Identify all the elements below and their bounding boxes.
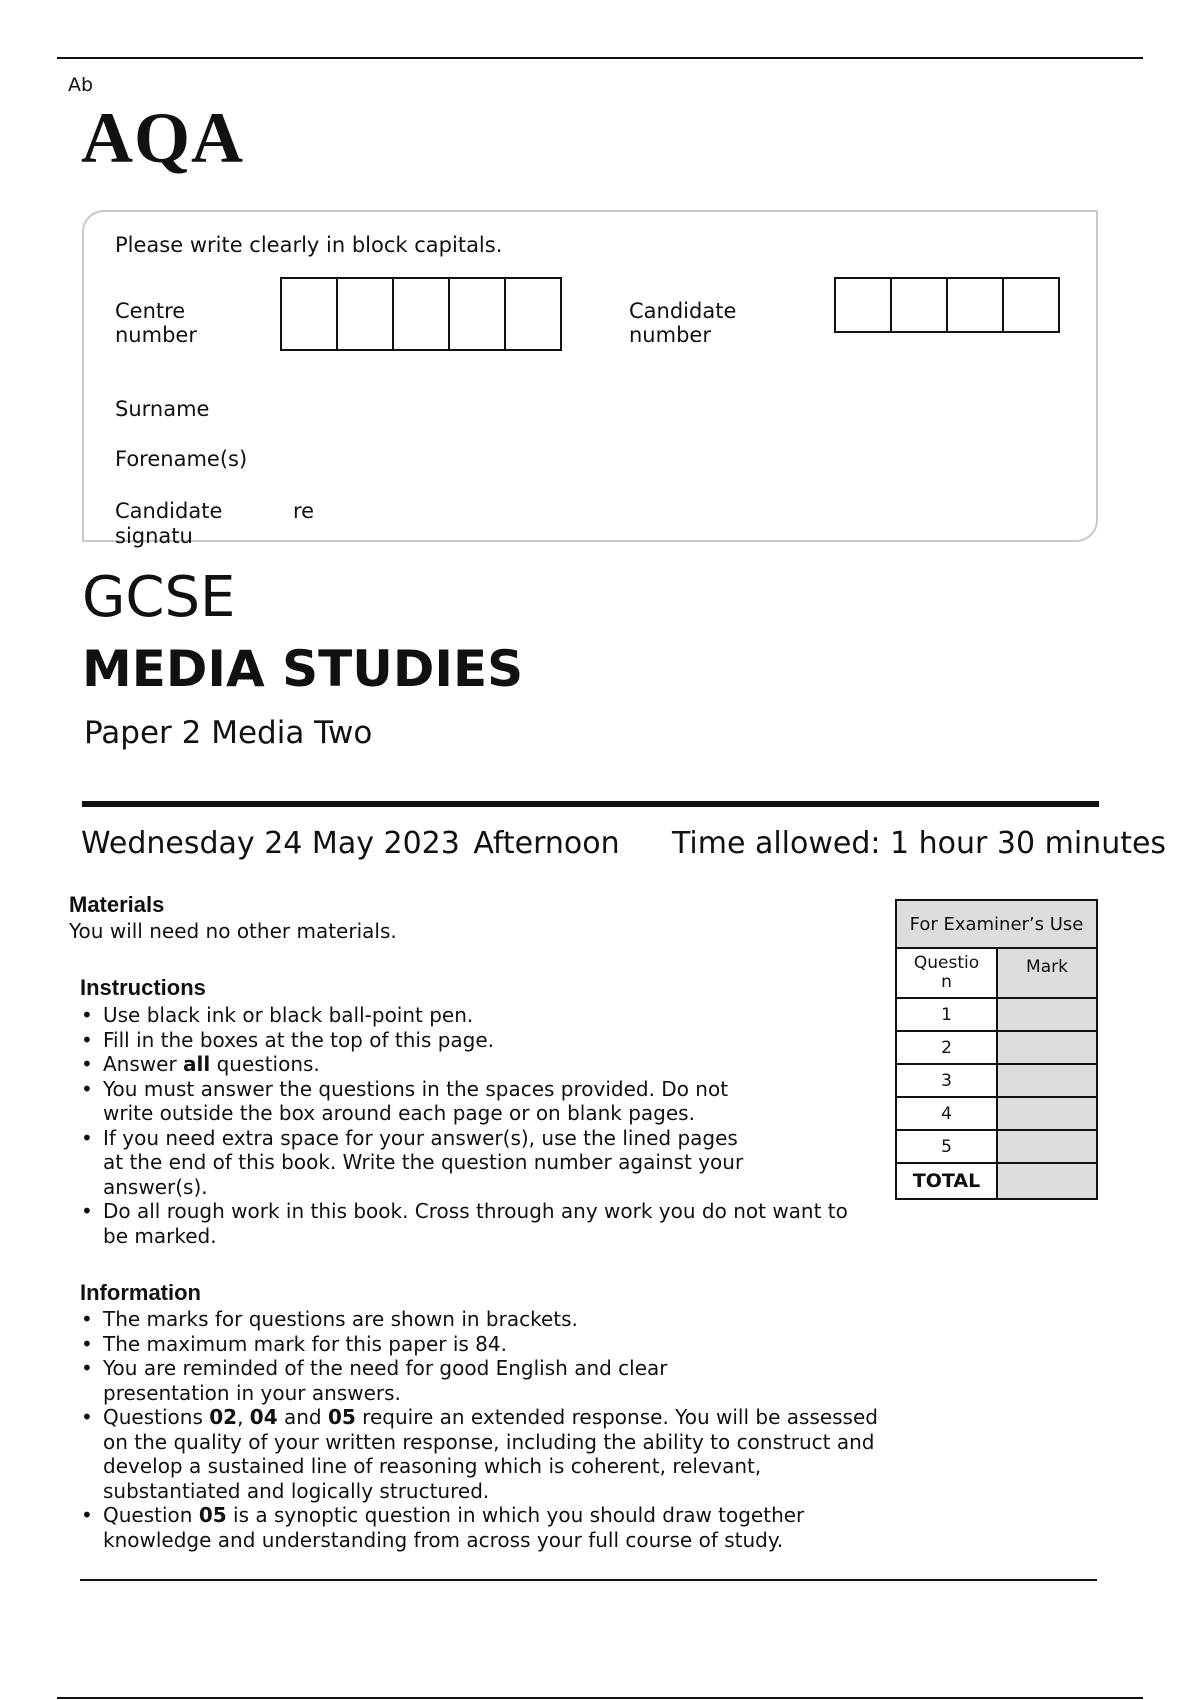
list-item: • Question 05 is a synoptic question in which you should draw together knowledge and understanding from across your full course of study.	[80, 1503, 873, 1552]
candidate-number-digit-box[interactable]	[834, 277, 892, 333]
forenames-label: Forename(s)	[115, 447, 248, 471]
instructions-heading: Instructions	[80, 975, 206, 1000]
information-heading: Information	[80, 1280, 201, 1305]
question-number-cell: 4	[896, 1097, 997, 1130]
centre-number-digit-box[interactable]	[280, 277, 338, 351]
information-list	[80, 1307, 880, 1552]
paper-title: Paper 2 Media Two	[84, 715, 373, 751]
examiners-use-table	[895, 899, 1098, 1200]
mark-cell[interactable]	[997, 1031, 1097, 1064]
centre-number-label-line1: Centre	[115, 299, 186, 323]
candidate-details-box	[82, 210, 1098, 542]
qualification-title: GCSE	[82, 565, 236, 630]
list-item: • Fill in the boxes at the top of this page.	[80, 1028, 870, 1053]
list-item: • You must answer the questions in the spaces provided. Do not write outside the box around each page or on blank pages.	[80, 1077, 743, 1126]
mark-cell[interactable]	[997, 1064, 1097, 1097]
candidate-number-label-line1: Candidate	[629, 299, 737, 323]
candidate-number-label-line2: number	[629, 323, 711, 347]
corner-code: Ab	[68, 74, 94, 96]
list-item: • Answer all questions.	[80, 1052, 870, 1077]
list-item: • The maximum mark for this paper is 84.	[80, 1332, 880, 1357]
centre-number-boxes	[280, 277, 562, 351]
centre-number-digit-box[interactable]	[448, 277, 506, 351]
list-item: • If you need extra space for your answer(s), use the lined pages at the end of this book. Write the question number against your answer(s).	[80, 1126, 753, 1200]
candidate-number-boxes	[834, 277, 1060, 333]
centre-number-digit-box[interactable]	[392, 277, 450, 351]
candidate-number-label	[629, 299, 736, 347]
question-header-line2: n	[941, 972, 952, 992]
instructions-list	[80, 1003, 870, 1248]
time-allowed: Time allowed: 1 hour 30 minutes	[672, 826, 1167, 861]
exam-date: Wednesday 24 May 2023	[81, 826, 460, 861]
aqa-logo: AQA	[81, 98, 244, 178]
footer-divider	[80, 1579, 1097, 1581]
candidate-number-digit-box[interactable]	[1002, 277, 1060, 333]
mark-cell[interactable]	[997, 1097, 1097, 1130]
centre-number-label-line2: number	[115, 323, 197, 347]
candidate-signature-label-continued: signatu	[115, 524, 193, 548]
candidate-number-digit-box[interactable]	[946, 277, 1004, 333]
list-item: • You are reminded of the need for good English and clear presentation in your answers.	[80, 1356, 723, 1405]
top-rule	[57, 57, 1143, 59]
mark-column-header: Mark	[997, 948, 1097, 998]
list-item: • Questions 02, 04 and 05 require an extended response. You will be assessed on the quality of your written response, including the ability to construct and develop a sustained line of reasoning which is coherent, relevant, substantiated and logically structured.	[80, 1405, 893, 1503]
exam-session: Afternoon	[473, 826, 620, 861]
question-header-line1: Questio	[913, 953, 980, 973]
total-mark-cell[interactable]	[997, 1163, 1097, 1199]
materials-heading: Materials	[69, 892, 165, 917]
mark-cell[interactable]	[997, 1130, 1097, 1163]
subject-title: MEDIA STUDIES	[82, 640, 524, 698]
list-item: • Use black ink or black ball-point pen.	[80, 1003, 870, 1028]
question-number-cell: 2	[896, 1031, 997, 1064]
centre-number-digit-box[interactable]	[504, 277, 562, 351]
exam-date-session	[81, 826, 620, 861]
bottom-rule	[57, 1697, 1143, 1699]
materials-text: You will need no other materials.	[69, 919, 397, 943]
surname-label: Surname	[115, 397, 210, 421]
centre-number-digit-box[interactable]	[336, 277, 394, 351]
question-column-header	[896, 948, 997, 998]
candidate-signature-label-fragment: re	[293, 499, 315, 523]
centre-number-label	[115, 299, 197, 347]
list-item: • The marks for questions are shown in brackets.	[80, 1307, 880, 1332]
block-capitals-instruction: Please write clearly in block capitals.	[115, 233, 503, 257]
list-item: • Do all rough work in this book. Cross through any work you do not want to be marked.	[80, 1199, 853, 1248]
question-number-cell: 5	[896, 1130, 997, 1163]
title-divider	[82, 801, 1099, 807]
candidate-signature-label: Candidate	[115, 499, 223, 523]
candidate-number-digit-box[interactable]	[890, 277, 948, 333]
mark-cell[interactable]	[997, 998, 1097, 1031]
examiners-use-title: For Examiner’s Use	[896, 900, 1097, 948]
question-number-cell: 1	[896, 998, 997, 1031]
question-number-cell: 3	[896, 1064, 997, 1097]
total-label: TOTAL	[896, 1163, 997, 1199]
